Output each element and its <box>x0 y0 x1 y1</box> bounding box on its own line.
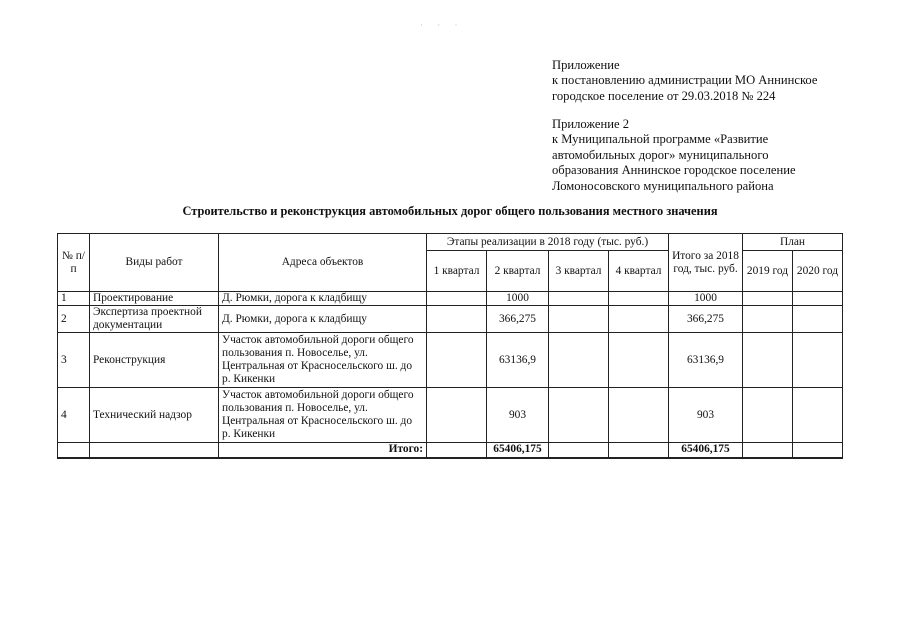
header-work-type: Виды работ <box>90 234 219 292</box>
header-total-2018: Итого за 2018 год, тыс. руб. <box>669 234 743 292</box>
header-q1: 1 квартал <box>427 251 487 292</box>
appendix-1-line: Приложение <box>552 58 620 72</box>
header-q2: 2 квартал <box>487 251 549 292</box>
cell-empty <box>793 443 843 458</box>
appendix-2-note <box>552 117 882 194</box>
total-row <box>58 443 843 458</box>
cell-address: Участок автомобильной дороги общего пользования п. Новоселье, ул. Центральная от Красносельского ш. до р. Кикенки <box>219 388 427 443</box>
appendix-1-note <box>552 58 882 104</box>
header-q3: 3 квартал <box>549 251 609 292</box>
total-label: Итого: <box>219 443 427 458</box>
header-2020: 2020 год <box>793 251 843 292</box>
header-address: Адреса объектов <box>219 234 427 292</box>
table-row <box>58 292 843 306</box>
cell-2019 <box>743 306 793 333</box>
appendix-1-line: к постановлению администрации МО Аннинское <box>552 73 818 88</box>
cell-total: 903 <box>669 388 743 443</box>
cell-2020 <box>793 292 843 306</box>
cell-q1 <box>427 306 487 333</box>
appendix-1-line: городское поселение от 29.03.2018 № 224 <box>552 88 776 103</box>
cell-num: 4 <box>58 388 90 443</box>
total-2018: 65406,175 <box>669 443 743 458</box>
appendix-2-line: Приложение 2 <box>552 117 630 131</box>
appendix-2-line: Ломоносовского муниципального района <box>552 178 774 193</box>
works-table <box>57 233 843 459</box>
cell-q3 <box>549 388 609 443</box>
header-stages: Этапы реализации в 2018 году (тыс. руб.) <box>427 234 669 251</box>
cell-empty <box>549 443 609 458</box>
cell-q1 <box>427 388 487 443</box>
cell-empty <box>427 443 487 458</box>
cell-num: 2 <box>58 306 90 333</box>
cell-q1 <box>427 292 487 306</box>
cell-address: Д. Рюмки, дорога к кладбищу <box>219 306 427 333</box>
cell-empty <box>90 443 219 458</box>
table-row <box>58 333 843 388</box>
cell-address: Д. Рюмки, дорога к кладбищу <box>219 292 427 306</box>
cell-q4 <box>609 306 669 333</box>
scan-artifact: · · · <box>420 20 464 30</box>
cell-2020 <box>793 333 843 388</box>
cell-q2: 63136,9 <box>487 333 549 388</box>
header-q4: 4 квартал <box>609 251 669 292</box>
table-row <box>58 388 843 443</box>
cell-q2: 903 <box>487 388 549 443</box>
cell-empty <box>743 443 793 458</box>
cell-2019 <box>743 292 793 306</box>
cell-empty <box>609 443 669 458</box>
cell-num: 3 <box>58 333 90 388</box>
cell-q2: 366,275 <box>487 306 549 333</box>
cell-q3 <box>549 306 609 333</box>
cell-total: 1000 <box>669 292 743 306</box>
cell-2019 <box>743 388 793 443</box>
cell-q4 <box>609 333 669 388</box>
cell-2020 <box>793 388 843 443</box>
header-num: № п/п <box>58 234 90 292</box>
cell-empty <box>58 443 90 458</box>
cell-work: Реконструкция <box>90 333 219 388</box>
cell-q3 <box>549 292 609 306</box>
header-plan: План <box>743 234 843 251</box>
appendix-2-line: автомобильных дорог» муниципального <box>552 147 769 162</box>
cell-address: Участок автомобильной дороги общего пользования п. Новоселье, ул. Центральная от Красносельского ш. до р. Кикенки <box>219 333 427 388</box>
appendix-2-line: к Муниципальной программе «Развитие <box>552 132 769 147</box>
cell-q4 <box>609 388 669 443</box>
cell-work: Технический надзор <box>90 388 219 443</box>
cell-2019 <box>743 333 793 388</box>
cell-total: 63136,9 <box>669 333 743 388</box>
appendix-2-line: образования Аннинское городское поселение <box>552 163 796 178</box>
table-row <box>58 306 843 333</box>
cell-q2: 1000 <box>487 292 549 306</box>
cell-num: 1 <box>58 292 90 306</box>
cell-q3 <box>549 333 609 388</box>
cell-work: Проектирование <box>90 292 219 306</box>
document-title: Строительство и реконструкция автомобильных дорог общего пользования местного значения <box>182 204 718 218</box>
cell-2020 <box>793 306 843 333</box>
cell-total: 366,275 <box>669 306 743 333</box>
cell-q4 <box>609 292 669 306</box>
header-2019: 2019 год <box>743 251 793 292</box>
total-q2: 65406,175 <box>487 443 549 458</box>
cell-q1 <box>427 333 487 388</box>
cell-work: Экспертиза проектной документации <box>90 306 219 333</box>
